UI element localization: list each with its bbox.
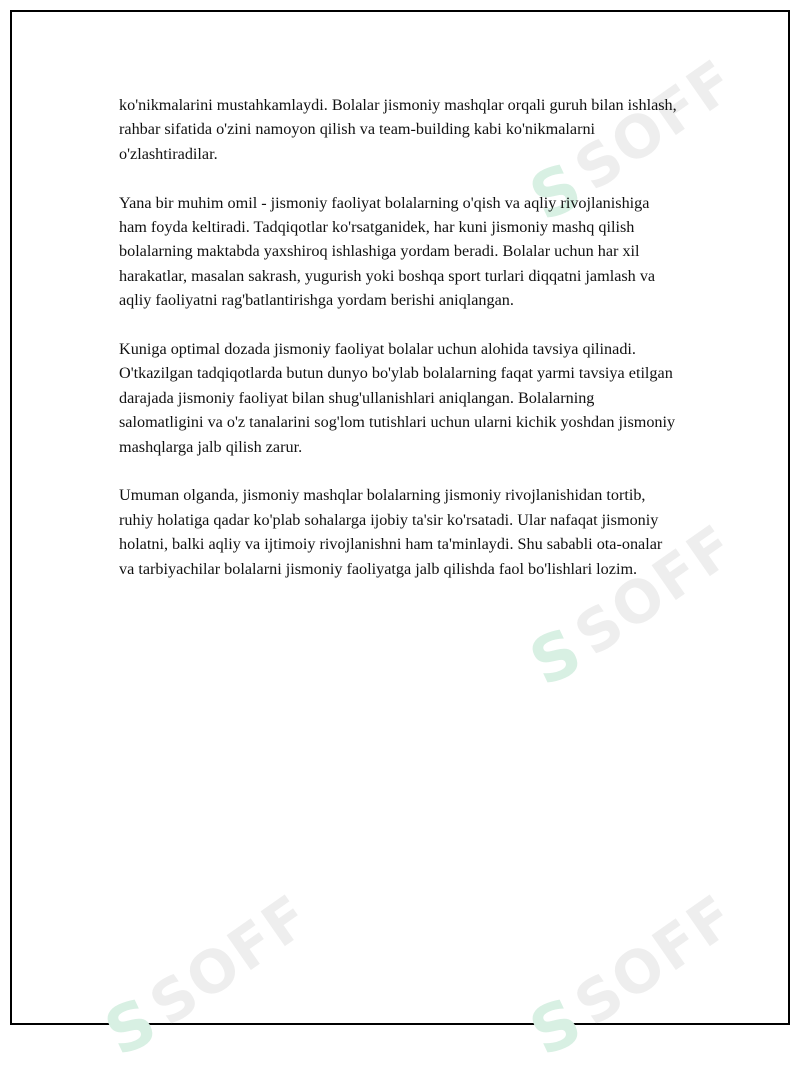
watermark bbox=[516, 878, 749, 1072]
watermark-text: SOFF bbox=[137, 880, 323, 1039]
watermark bbox=[91, 878, 324, 1072]
paragraph: Kuniga optimal dozada jismoniy faoliyat bolalar uchun alohida tavsiya qilinadi. O'tkazilgan tadqiqotlarda butun dunyo bo'ylab bolalarning faqat yarmi tavsiya etilgan darajada jismoniy faoliyat bilan shug'ullanishlari aniqlangan. Bolalarning salomatligini va o'z tanalarini sog'lom tutishlari uchun ularni kichik yoshdan jismoniy mashqlarga jalb qilish zarur. bbox=[119, 340, 676, 456]
document-body bbox=[119, 93, 679, 605]
watermark-logo-icon: S bbox=[94, 983, 170, 1072]
watermark-logo-icon: S bbox=[519, 148, 595, 237]
watermark-logo-icon: S bbox=[519, 613, 595, 702]
watermark-text: SOFF bbox=[562, 880, 748, 1039]
watermark-logo-icon: S bbox=[519, 983, 595, 1072]
paragraph: ko'nikmalarini mustahkamlaydi. Bolalar jismoniy mashqlar orqali guruh bilan ishlash, rahbar sifatida o'zini namoyon qilish va team-building kabi ko'nikmalarni o'zlashtiradilar. bbox=[119, 96, 677, 163]
document-page bbox=[10, 10, 790, 1072]
watermark-text: SOFF bbox=[562, 510, 748, 669]
paragraph: Yana bir muhim omil - jismoniy faoliyat bolalarning o'qish va aqliy rivojlanishiga ham foyda keltiradi. Tadqiqotlar ko'rsatganidek, har kuni jismoniy mashq qilish bolalarning maktabda yaxshiroq ishlashiga yordam beradi. Bolalar uchun har xil harakatlar, masalan sakrash, yugurish yoki boshqa sport turlari diqqatni jamlash va aqliy faoliyatni rag'batlantirishga yordam berishi aniqlangan. bbox=[119, 193, 656, 310]
watermark-text: SOFF bbox=[562, 45, 748, 204]
paragraph: Umuman olganda, jismoniy mashqlar bolalarning jismoniy rivojlanishidan tortib, ruhiy holatiga qadar ko'plab sohalarga ijobiy ta'sir ko'rsatadi. Ular nafaqat jismoniy holatni, balki aqliy va ijtimoiy rivojlanishni ham ta'minlaydi. Shu sababli ota-onalar va tarbiyachilar bolalarni jismoniy faoliyatga jalb qilishda faol bo'lishlari lozim. bbox=[119, 486, 663, 578]
